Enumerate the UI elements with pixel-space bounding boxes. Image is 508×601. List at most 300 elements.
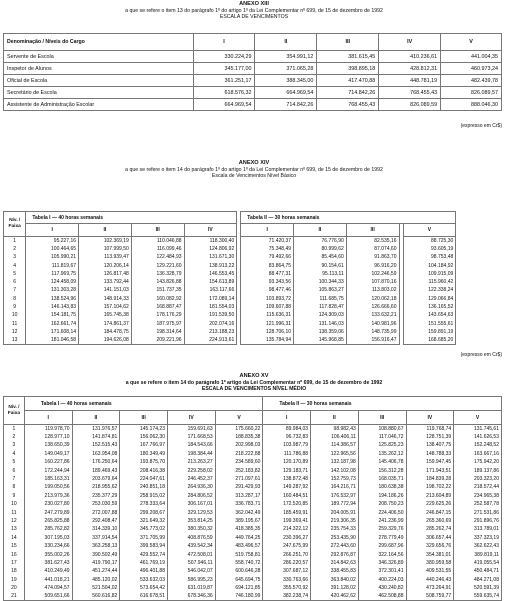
salary-value: 314.842,63 (311, 559, 359, 567)
salary-value: 419.055,54 (454, 559, 502, 567)
salary-value: 246.847,15 (406, 508, 454, 516)
salary-value: 148.735,99 (346, 328, 399, 336)
nivel-number: 17 (4, 559, 25, 567)
salary-value: 138.407,75 (406, 441, 454, 449)
salary-value: 519.758,81 (215, 550, 263, 558)
salary-value: 265.360,69 (406, 517, 454, 525)
salary-value: 100.344,33 (294, 278, 347, 286)
salary-value: 371.705,99 (120, 534, 168, 542)
salary-value: 428.812,31 (379, 63, 441, 75)
salary-value: 152.248,52 (454, 441, 502, 449)
nivel-number: 19 (4, 576, 25, 584)
salary-value: 224.406,50 (358, 508, 406, 516)
salary-value: 151.555,61 (403, 319, 456, 327)
nivel-number: 7 (4, 286, 26, 294)
column-header-level: I (193, 34, 255, 51)
table-row (4, 245, 502, 253)
salary-value: 418.385,35 (215, 525, 263, 533)
salary-value: 389.195,67 (215, 517, 263, 525)
salary-value: 346.326,89 (358, 559, 406, 567)
salary-value: 106.406,11 (311, 433, 359, 441)
salary-value: 164.216,71 (311, 483, 359, 491)
salary-value: 121.996,31 (241, 319, 294, 327)
salary-value: 165.745,38 (79, 311, 132, 319)
salary-value: 208.750,23 (358, 500, 406, 508)
salary-value: 136.328,79 (131, 270, 184, 278)
salary-value: 131.745,61 (454, 425, 502, 433)
salary-value: 184.478,75 (79, 328, 132, 336)
salary-value: 278.333,64 (120, 500, 168, 508)
salary-value: 388.345,00 (255, 75, 317, 87)
salary-value: 291.429,93 (215, 483, 263, 491)
salary-value: 105.863,27 (294, 286, 347, 294)
annex-14-footnote: (expresso em Cr$) (460, 352, 502, 358)
salary-value: 714.842,26 (317, 87, 379, 99)
salary-value: 354.381,01 (406, 550, 454, 558)
table-row (4, 51, 502, 63)
table-row (4, 261, 502, 269)
salary-value: 410.236,61 (379, 51, 441, 63)
salary-value: 172.089,14 (184, 295, 237, 303)
salary-value: 363.840,02 (311, 576, 359, 584)
salary-value: 98.982,43 (311, 425, 359, 433)
column-header-level: II (79, 224, 132, 237)
salary-value: 430.240,82 (358, 584, 406, 592)
salary-value: 371.065,28 (255, 63, 317, 75)
salary-value: 482.439,78 (441, 75, 502, 87)
nivel-faixa-header: Nív. / Faixa (4, 212, 26, 237)
salary-value: 247.279,89 (24, 508, 72, 516)
salary-value: 189.772,94 (311, 500, 359, 508)
salary-value: 330.224,29 (193, 51, 255, 63)
salary-value: 75.348,49 (241, 245, 294, 253)
salary-value: 322.164,56 (358, 550, 406, 558)
annex-14-heading: Escala de Vencimentos Nível Básico (211, 173, 297, 180)
salary-value: 109.607,88 (241, 303, 294, 311)
salary-value: 138.359,06 (294, 328, 347, 336)
table-row (4, 542, 502, 550)
salary-value: 417.470,88 (317, 75, 379, 87)
salary-value: 85.454,60 (294, 253, 347, 261)
salary-value: 272.007,88 (72, 508, 120, 516)
salary-value: 152.759,73 (311, 475, 359, 483)
nivel-number: 4 (4, 450, 25, 458)
salary-value: 122.338,24 (403, 286, 456, 294)
annex-13-heading: ESCALA DE VENCIMENTOS (219, 14, 289, 21)
salary-value: 175.660,22 (215, 425, 263, 433)
salary-value: 252.587,78 (454, 500, 502, 508)
column-header-level: III (120, 411, 168, 425)
salary-value: 194.626,08 (79, 336, 132, 344)
salary-value: 521.504,02 (72, 584, 120, 592)
nivel-number: 20 (4, 584, 25, 592)
column-header-level: I (263, 411, 311, 425)
salary-value: 203.679,64 (72, 475, 120, 483)
salary-value: 117.046,72 (358, 433, 406, 441)
salary-value: 128.751,39 (406, 433, 454, 441)
salary-value: 429.552,74 (120, 550, 168, 558)
salary-value: 103.987,79 (263, 441, 311, 449)
salary-value: 88.725,30 (403, 237, 456, 245)
salary-value: 292.876,87 (311, 550, 359, 558)
salary-value: 198.314,64 (131, 328, 184, 336)
salary-value: 338.455,83 (311, 567, 359, 575)
table-row (4, 458, 502, 466)
salary-value: 213.979,36 (24, 492, 72, 500)
salary-value: 119.978,70 (24, 425, 72, 433)
salary-value: 450.484,71 (454, 567, 502, 575)
column-header-level: I (24, 411, 72, 425)
annex-15-title: ANEXO XV (239, 373, 269, 379)
salary-value: 108.880,67 (358, 425, 406, 433)
salary-value: 390.502,49 (72, 550, 120, 558)
salary-value: 313.287,17 (215, 492, 263, 500)
nivel-number: 6 (4, 278, 26, 286)
table-row (4, 99, 502, 111)
salary-value: 131.671,30 (184, 253, 237, 261)
salary-value: 252.183,82 (215, 466, 263, 474)
salary-value: 218.222,88 (215, 450, 263, 458)
salary-value: 91.863,70 (346, 253, 399, 261)
column-header-level: IV (379, 34, 441, 51)
nivel-number: 7 (4, 475, 25, 483)
salary-value: 399.583,94 (120, 542, 168, 550)
salary-value: 573.654,42 (120, 584, 168, 592)
salary-value: 187.975,97 (131, 319, 184, 327)
salary-value: 131.146,03 (294, 319, 347, 327)
salary-value: 128.977,10 (24, 433, 72, 441)
salary-value: 189.137,86 (454, 466, 502, 474)
salary-value: 271.531,86 (454, 508, 502, 516)
column-header-level: III (358, 411, 406, 425)
column-header-level: V (454, 411, 502, 425)
salary-value: 156.916,47 (346, 336, 399, 344)
spacer (456, 319, 502, 327)
table-row (4, 525, 502, 533)
nivel-number: 5 (4, 458, 25, 466)
salary-value: 199.050,56 (24, 483, 72, 491)
salary-value: 120.206,14 (79, 261, 132, 269)
column-header-level: V (215, 411, 263, 425)
salary-value: 136.165,52 (403, 303, 456, 311)
salary-value: 124.309,03 (294, 311, 347, 319)
nivel-number: 12 (4, 328, 26, 336)
nivel-number: 13 (4, 336, 26, 344)
spacer (456, 336, 502, 344)
salary-value: 307.687,12 (263, 567, 311, 575)
salary-value: 133.792,44 (79, 278, 132, 286)
salary-value: 448.781,19 (379, 75, 441, 87)
salary-value: 271.097,61 (215, 475, 263, 483)
salary-value: 474.094,57 (24, 584, 72, 592)
salary-value: 292.408,47 (72, 517, 120, 525)
salary-value: 138.650,39 (24, 441, 72, 449)
salary-value: 122.484,93 (131, 253, 184, 261)
nivel-number: 21 (4, 592, 25, 600)
nivel-number: 10 (4, 311, 26, 319)
nivel-number: 8 (4, 295, 26, 303)
salary-value: 329.656,76 (406, 542, 454, 550)
table-row (4, 584, 502, 592)
nivel-number: 2 (4, 433, 25, 441)
salary-value: 449.764,25 (215, 534, 263, 542)
salary-value: 129.221,60 (131, 261, 184, 269)
salary-value: 159.891,19 (403, 328, 456, 336)
salary-value: 115.636,31 (241, 311, 294, 319)
salary-value: 768.455,43 (379, 87, 441, 99)
salary-value: 299.687,96 (358, 542, 406, 550)
annex-13-footnote: (expresso em Cr$) (460, 123, 502, 129)
salary-value: 120.062,18 (346, 295, 399, 303)
salary-value: 559.635,74 (454, 592, 502, 600)
salary-value: 441.018,21 (24, 576, 72, 584)
salary-value: 157.104,62 (79, 303, 132, 311)
salary-value: 229.625,26 (406, 500, 454, 508)
column-header-level: III (131, 224, 184, 237)
cargo-label: Secretário de Escola (4, 87, 194, 99)
salary-value: 826.089,59 (379, 99, 441, 111)
salary-value: 198.702,22 (406, 483, 454, 491)
salary-value: 89.984,03 (263, 425, 311, 433)
spacer (456, 295, 502, 303)
salary-value: 185.459,91 (263, 508, 311, 516)
salary-value: 586.995,23 (167, 576, 215, 584)
nivel-number: 3 (4, 253, 26, 261)
salary-value: 135.784,94 (241, 336, 294, 344)
table-row (4, 450, 502, 458)
salary-value: 119.768,74 (406, 425, 454, 433)
salary-value: 111.685,75 (294, 295, 347, 303)
salary-value: 213.263,27 (167, 458, 215, 466)
nivel-number: 5 (4, 270, 26, 278)
column-header-level: II (72, 411, 120, 425)
salary-value: 120.170,89 (263, 458, 311, 466)
salary-value: 391.128,02 (311, 584, 359, 592)
table-row (4, 286, 502, 294)
column-header-level: II (311, 411, 359, 425)
nivel-number: 2 (4, 245, 26, 253)
salary-value: 80.999,62 (294, 245, 347, 253)
salary-value: 176.532,97 (311, 492, 359, 500)
table-row (4, 270, 502, 278)
salary-value: 645.694,75 (215, 576, 263, 584)
nivel-number: 1 (4, 425, 25, 433)
salary-value: 285.262,74 (406, 525, 454, 533)
salary-value: 355.002,26 (24, 550, 72, 558)
salary-value: 194.186,26 (358, 492, 406, 500)
salary-value: 746.180,99 (215, 592, 263, 600)
salary-value: 180.349,49 (120, 450, 168, 458)
salary-value: 154.181,75 (26, 311, 79, 319)
salary-value: 246.452,37 (167, 475, 215, 483)
salary-value: 160.227,86 (24, 458, 72, 466)
salary-value: 142.102,08 (311, 466, 359, 474)
salary-value: 149.287,92 (263, 483, 311, 491)
salary-value: 152.515,43 (72, 441, 120, 449)
salary-value: 204.005,91 (311, 508, 359, 516)
table-2-header: Tabela II — 30 horas semanais (263, 397, 502, 411)
salary-value: 330.234,66 (24, 542, 72, 550)
salary-value: 162.661,74 (26, 319, 79, 327)
salary-value: 380.350,32 (167, 525, 215, 533)
salary-value: 88.477,31 (241, 270, 294, 278)
annex-14-header (0, 160, 508, 180)
salary-value: 234.965,38 (454, 492, 502, 500)
salary-value: 193.875,70 (120, 458, 168, 466)
column-header-level: II (255, 34, 317, 51)
cargo-label: Assistente de Administração Escolar (4, 99, 194, 111)
table-row (4, 534, 502, 542)
salary-value: 224.047,61 (120, 475, 168, 483)
nivel-number: 18 (4, 567, 25, 575)
salary-value: 218.955,62 (72, 483, 120, 491)
salary-value: 440.246,43 (406, 576, 454, 584)
salary-value: 102.369,19 (79, 237, 132, 245)
column-header-level: I (241, 224, 294, 237)
annex-14-title: ANEXO XIV (238, 160, 270, 166)
column-header-level: IV (406, 411, 454, 425)
salary-value: 113.803,02 (346, 286, 399, 294)
salary-value: 213.604,89 (406, 492, 454, 500)
nivel-number: 13 (4, 525, 25, 533)
table-row (4, 237, 502, 245)
spacer (456, 278, 502, 286)
table-row (4, 567, 502, 575)
annex-15-subtitle: a que se refere o item 14 do parágrafo 1º artigo da Lei Complementar nº 699, de 15 de dezembro de 1992 (125, 380, 383, 386)
salary-value: 129.066,84 (403, 295, 456, 303)
salary-value: 259.329,76 (358, 525, 406, 533)
salary-value: 234.589,60 (215, 458, 263, 466)
salary-value: 202.074,16 (184, 319, 237, 327)
table-row (4, 433, 502, 441)
salary-value: 462.508,88 (358, 592, 406, 600)
table-row (4, 550, 502, 558)
salary-value: 313.789,01 (454, 525, 502, 533)
salary-value: 321.649,32 (120, 517, 168, 525)
salary-value: 122.965,56 (311, 450, 359, 458)
table-row (4, 87, 502, 99)
salary-value: 678.346,36 (167, 592, 215, 600)
salary-value: 664.969,54 (193, 99, 255, 111)
salary-value: 272.443,60 (311, 542, 359, 550)
salary-value: 174.861,37 (79, 319, 132, 327)
salary-value: 372.301,41 (358, 567, 406, 575)
salary-value: 266.251,70 (263, 550, 311, 558)
salary-value: 83.864,75 (241, 261, 294, 269)
column-header-level: IV (184, 224, 237, 237)
salary-value: 103.893,72 (241, 295, 294, 303)
salary-value: 181.046,58 (26, 336, 79, 344)
salary-value: 146.553,45 (184, 270, 237, 278)
salary-value: 219.306,35 (311, 517, 359, 525)
salary-value: 203.323,20 (454, 475, 502, 483)
salary-value: 104.184,92 (403, 261, 456, 269)
nivel-number: 10 (4, 500, 25, 508)
salary-value: 125.825,23 (358, 441, 406, 449)
salary-value: 306.167,01 (167, 500, 215, 508)
salary-value: 129.183,71 (263, 466, 311, 474)
salary-value: 291.896,76 (454, 517, 502, 525)
spacer (456, 253, 502, 261)
table-row (4, 517, 502, 525)
nivel-number: 9 (4, 492, 25, 500)
salary-value: 410.249,49 (24, 567, 72, 575)
salary-value: 116.099,46 (131, 245, 184, 253)
table-1-header: Tabela I — 40 horas semanais (26, 212, 237, 224)
salary-value: 180.638,38 (358, 483, 406, 491)
salary-value: 353.814,25 (167, 517, 215, 525)
salary-value: 230.027,80 (24, 500, 72, 508)
salary-value: 102.246,59 (346, 270, 399, 278)
table-row (4, 63, 502, 75)
salary-value: 143.654,63 (403, 311, 456, 319)
salary-value: 149.049,17 (24, 450, 72, 458)
table-row (4, 319, 502, 327)
table-row (4, 508, 502, 516)
salary-value: 79.492,66 (241, 253, 294, 261)
salary-value: 484.271,08 (454, 576, 502, 584)
salary-value: 107.999,50 (79, 245, 132, 253)
salary-value: 71.420,37 (241, 237, 294, 245)
salary-value: 258.915,02 (120, 492, 168, 500)
salary-value: 714.842,26 (255, 99, 317, 111)
salary-value: 145.968,85 (294, 336, 347, 344)
salary-value: 111.786,88 (263, 450, 311, 458)
salary-value: 118.300,40 (184, 237, 237, 245)
salary-value: 95.227,16 (26, 237, 79, 245)
salary-value: 664.969,54 (255, 87, 317, 99)
salary-value: 337.323,19 (454, 534, 502, 542)
salary-value: 105.990,21 (26, 253, 79, 261)
nivel-number: 15 (4, 542, 25, 550)
column-header-level: V (403, 224, 456, 237)
salary-value: 93.343,56 (241, 278, 294, 286)
table-row (4, 303, 502, 311)
salary-value: 148.788,33 (406, 450, 454, 458)
salary-value: 178.176,29 (131, 311, 184, 319)
salary-value: 460.973,24 (441, 63, 502, 75)
salary-value: 90.154,61 (294, 261, 347, 269)
salary-value: 278.779,49 (358, 534, 406, 542)
salary-value: 363.258,13 (72, 542, 120, 550)
salary-value: 117.969,75 (26, 270, 79, 278)
salary-value: 329.129,53 (167, 508, 215, 516)
salary-value: 286.220,57 (263, 559, 311, 567)
salary-value: 355.570,92 (263, 584, 311, 592)
salary-value: 131.976,57 (72, 425, 120, 433)
table-row (4, 328, 502, 336)
salary-value: 618.576,32 (193, 87, 255, 99)
salary-value: 93.605,19 (403, 245, 456, 253)
salary-value: 209.221,96 (131, 336, 184, 344)
salary-value: 171.608,14 (26, 328, 79, 336)
salary-value: 439.542,34 (167, 542, 215, 550)
salary-value: 184.839,28 (406, 475, 454, 483)
salary-value: 600.646,28 (215, 567, 263, 575)
spacer (456, 303, 502, 311)
salary-value: 345.773,02 (120, 525, 168, 533)
salary-value: 362.622,43 (454, 542, 502, 550)
salary-value: 126.666,60 (346, 303, 399, 311)
salary-value: 156.062,30 (120, 433, 168, 441)
nivel-number: 8 (4, 483, 25, 491)
salary-value: 229.258,02 (167, 466, 215, 474)
salary-value: 253.435,90 (311, 534, 359, 542)
annex-14-subtitle: a que se refere o item 14 do parágrafo 1º do artigo 1º da Lei Complementar nº 699, de 15 de dezembro de 1992 (125, 167, 383, 173)
nivel-number: 11 (4, 508, 25, 516)
table-row (4, 492, 502, 500)
salary-value: 218.572,44 (454, 483, 502, 491)
